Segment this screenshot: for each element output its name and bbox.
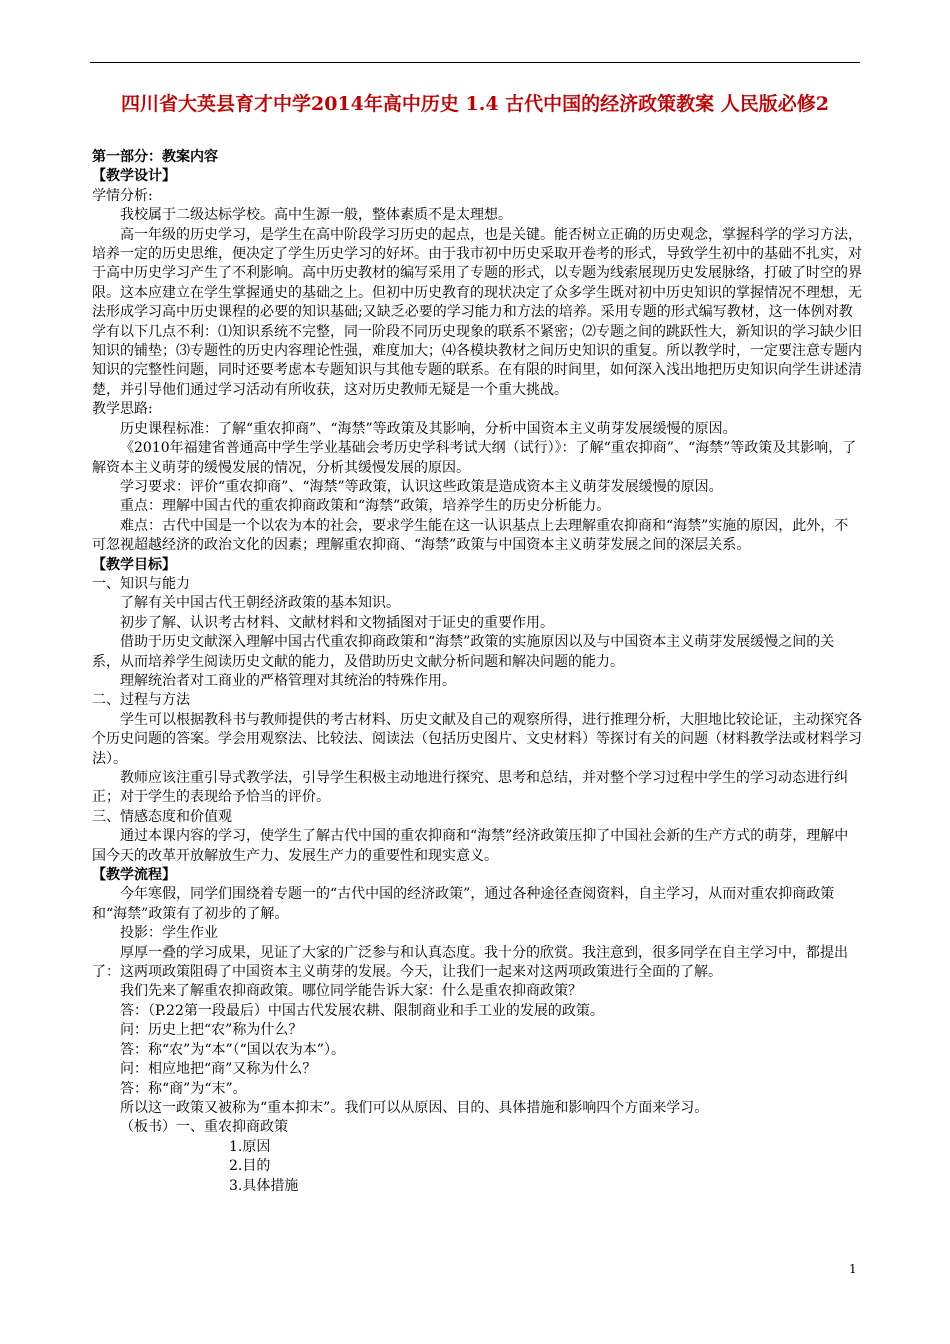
paragraph: 教师应该注重引导式教学法，引导学生积极主动地进行探究、思考和总结，并对整个学习过程中学生的学习动态进行纠正；对于学生的表现给予恰当的评价。 <box>92 770 848 806</box>
paragraph: 学生可以根据教科书与教师提供的考古材料、历史文献及自己的观察所得，进行推理分析，大胆地比较论证，主动探究各个历史问题的答案。学会用观察法、比较法、阅读法（包括历史图片、文史材料）等探讨有关的问题（材料教学法或材料学习法）。 <box>92 711 862 767</box>
paragraph: 厚厚一叠的学习成果，见证了大家的广泛参与和认真态度。我十分的欣赏。我注意到，很多同学在自主学习中，都提出了：这两项政策阻碍了中国资本主义萌芽的发展。今天，让我们一起来对这两项政策进行全面的了解。 <box>92 944 848 981</box>
paragraph: 答：称“商”为“末”。 <box>120 1080 247 1097</box>
paragraph: 理解统治者对工商业的严格管理对其统治的特殊作用。 <box>120 672 456 689</box>
paragraph: 我校属于二级达标学校。高中生源一般，整体素质不是太理想。 <box>120 207 512 224</box>
part-heading: 第一部分：教案内容 <box>92 149 218 165</box>
paragraph: 所以这一政策又被称为“重本抑末”。我们可以从原因、目的、具体措施和影响四个方面来学习。 <box>120 1099 709 1116</box>
paragraph: 答：称“农”为“本”（“国以农为本”）。 <box>120 1041 345 1058</box>
subheading-values: 三、情感态度和价值观 <box>92 808 232 825</box>
paragraph: 学习要求：评价“重农抑商”、“海禁”等政策，认识这些政策是造成资本主义萌芽发展缓慢的原因。 <box>120 478 723 495</box>
paragraph: （板书）一、重农抑商政策 <box>120 1119 288 1136</box>
paragraph: 了解有关中国古代王朝经济政策的基本知识。 <box>120 595 400 612</box>
subheading-xueqing: 学情分析: <box>92 187 153 204</box>
paragraph: 通过本课内容的学习，使学生了解古代中国的重农抑商和“海禁”经济政策压抑了中国社会新的生产方式的萌芽，理解中国今天的改革开放解放生产力、发展生产力的重要性和现实意义。 <box>92 828 849 864</box>
paragraph: 重点：理解中国古代的重农抑商政策和“海禁”政策，培养学生的历史分析能力。 <box>120 498 611 515</box>
list-item: 2.目的 <box>229 1158 271 1175</box>
section-heading-design: 【教学设计】 <box>92 168 176 185</box>
subheading-knowledge: 一、知识与能力 <box>92 575 190 592</box>
paragraph: 高一年级的历史学习，是学生在高中阶段学习历史的起点，也是关键。能否树立正确的历史观念，掌握科学的学习方法，培养一定的历史思维，便决定了学生历史学习的好坏。由于我市初中历史采取开卷考的形式，导致学生初中的基础不扎实，对于高中历史学习产生了不利影响。高中历史教材的编写采用了专题的形式，以专题为线索展现历史发展脉络，打破了时空的界限。这本应建立在学生掌握通史的基础之上。但初中历史教育的现状决定了众多学生既对初中历史知识的掌握情况不理想，无法形成学习高中历史课程的必要的知识基础;又缺乏必要的学习能力和方法的培养。采用专题的形式编写教材，这一体例对教学有以下几点不利：⑴知识系统不完整，同一阶段不同历史现象的联系不紧密；⑵专题之间的跳跃性大，新知识的学习缺少旧知识的铺垫；⑶专题性的历史内容理论性强，难度加大；⑷各模块教材之间历史知识的重复。所以教学时，一定要注意专题内知识的完整性问题，同时还要考虑本专题知识与其他专题的联系。在有限的时间里，如何深入浅出地把历史知识向学生讲述清楚，并引导他们通过学习活动有所收获，这对历史教师无疑是一个重大挑战。 <box>92 226 862 398</box>
list-item: 1.原因 <box>229 1138 271 1155</box>
section-heading-goals: 【教学目标】 <box>92 556 176 573</box>
paragraph: 初步了解、认识考古材料、文献材料和文物插图对于证史的重要作用。 <box>120 614 554 631</box>
subheading-process: 二、过程与方法 <box>92 692 190 709</box>
header-rule <box>90 62 860 63</box>
paragraph: 答：（P.22第一段最后）中国古代发展农耕、限制商业和手工业的发展的政策。 <box>120 1002 604 1019</box>
paragraph: 问：相应地把“商”又称为什么？ <box>120 1061 317 1078</box>
document-title: 四川省大英县育才中学2014年高中历史 1.4 古代中国的经济政策教案 人民版必修2 <box>120 93 829 115</box>
paragraph: 借助于历史文献深入理解中国古代重农抑商政策和“海禁”政策的实施原因以及与中国资本主义萌芽发展缓慢之间的关系，从而培养学生阅读历史文献的能力，及借助历史文献分析问题和解决问题的能力。 <box>92 634 835 670</box>
paragraph: 历史课程标准：了解“重农抑商”、“海禁”等政策及其影响，分析中国资本主义萌芽发展缓慢的原因。 <box>120 420 737 437</box>
paragraph: 我们先来了解重农抑商政策。哪位同学能告诉大家：什么是重农抑商政策？ <box>120 983 582 1000</box>
page-number: 1 <box>849 1262 857 1276</box>
paragraph: 今年寒假，同学们围绕着专题一的“古代中国的经济政策”，通过各种途径查阅资料，自主学习，从而对重农抑商政策和“海禁”政策有了初步的了解。 <box>92 886 835 922</box>
section-heading-flow: 【教学流程】 <box>92 867 176 884</box>
paragraph: 难点：古代中国是一个以农为本的社会，要求学生能在这一认识基点上去理解重农抑商和“海禁”实施的原因，此外，不可忽视超越经济的政治文化的因素；理解重农抑商、“海禁”政策与中国资本主义萌芽发展之间的深层关系。 <box>92 517 849 554</box>
paragraph: 投影：学生作业 <box>120 925 218 942</box>
subheading-silu: 教学思路: <box>92 401 153 418</box>
paragraph: 《2010年福建省普通高中学生学业基础会考历史学科考试大纲（试行）》：了解“重农抑商”、“海禁”等政策及其影响，了解资本主义萌芽的缓慢发展的情况，分析其缓慢发展的原因。 <box>92 440 857 476</box>
document-body <box>92 148 862 1196</box>
paragraph: 问：历史上把“农”称为什么？ <box>120 1022 303 1039</box>
list-item: 3.具体措施 <box>229 1177 299 1194</box>
